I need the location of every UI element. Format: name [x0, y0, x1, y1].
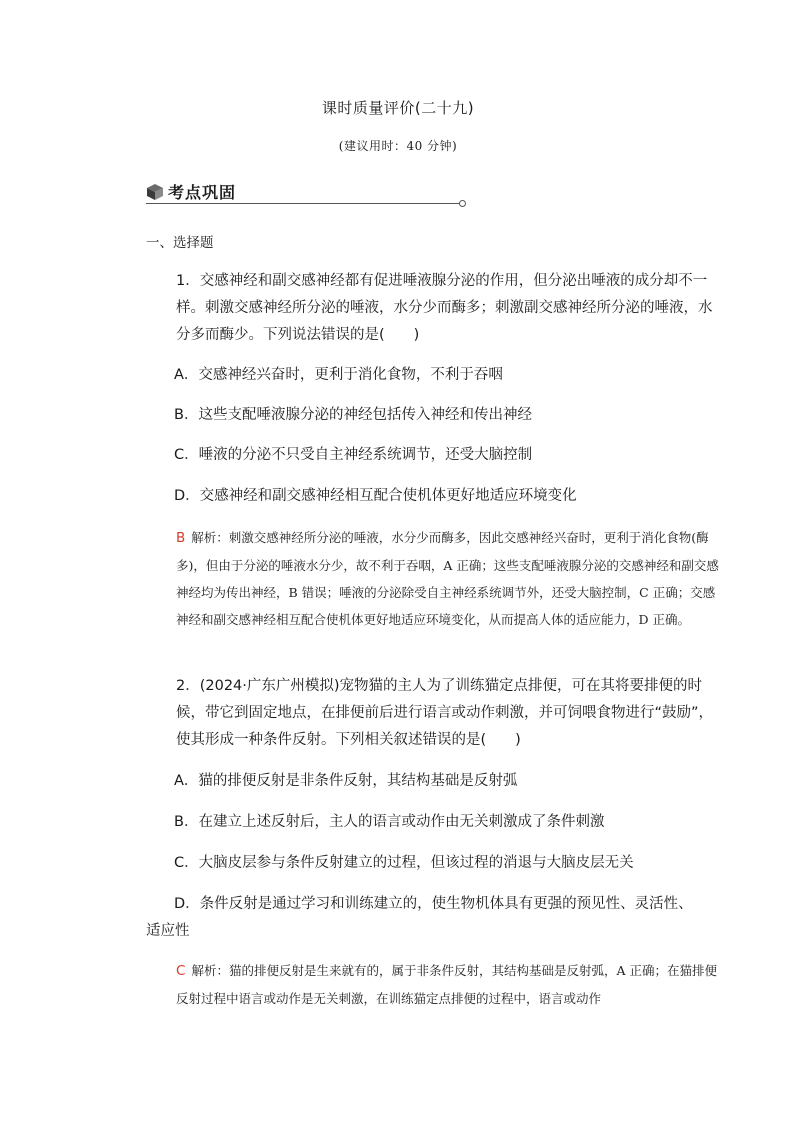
- question-stem: 1．交感神经和副交感神经都有促进唾液腺分泌的作用，但分泌出唾液的成分却不一样。刺激交感神经所分泌的唾液，水分少而酶多；刺激副交感神经所分泌的唾液，水分多而酶少。下列说法错误的是( ): [176, 273, 713, 343]
- option-b: B．在建立上述反射后，主人的语言或动作由无关刺激成了条件刺激: [174, 814, 605, 830]
- section-divider: [146, 203, 460, 204]
- answer-key: C: [176, 963, 186, 979]
- question-type-heading: 一、选择题: [146, 235, 214, 251]
- option-a: A．猫的排便反射是非条件反射，其结构基础是反射弧: [174, 773, 518, 789]
- answer-explanation: [146, 524, 724, 633]
- explanation-text: 解析：刺激交感神经所分泌的唾液，水分少而酶多，因此交感神经兴奋时，更利于消化食物(酶多)，但由于分泌的唾液水分少，故不利于吞咽，A 正确；这些支配唾液腺分泌的交感神经和副交感神经均为传出神经，B 错误；唾液的分泌除受自主神经系统调节外，还受大脑控制，C 正确；交感神经和副交感神经相互配合使机体更好地适应环境变化，从而提高人体的适应能力，D 正确。: [176, 530, 719, 627]
- answer-explanation: [146, 957, 724, 1012]
- suggested-time: (建议用时：40 分钟): [338, 139, 458, 153]
- option-c: C．唾液的分泌不只受自主神经系统调节，还受大脑控制: [174, 447, 533, 463]
- option-b: B．这些支配唾液腺分泌的神经包括传入神经和传出神经: [174, 407, 532, 423]
- section-label: 考点巩固: [168, 183, 237, 202]
- option-d-text: D．条件反射是通过学习和训练建立的，使生物机体具有更强的预见性、灵活性、适应性: [146, 896, 693, 939]
- cube-icon: [146, 183, 164, 201]
- option-c: C．大脑皮层参与条件反射建立的过程，但该过程的消退与大脑皮层无关: [174, 855, 634, 871]
- section-heading: [146, 180, 466, 206]
- answer-key: B: [176, 530, 186, 546]
- question-stem: 2．(2024·广东广州模拟)宠物猫的主人为了训练猫定点排便，可在其将要排便的时候，带它到固定地点，在排便前后进行语言或动作刺激，并可饲喂食物进行“鼓励”，使其形成一种条件反射。下列相关叙述错误的是( ): [176, 678, 714, 748]
- option-a: A．交感神经兴奋时，更利于消化食物，不利于吞咽: [174, 367, 503, 383]
- option-d: D．交感神经和副交感神经相互配合使机体更好地适应环境变化: [174, 488, 577, 504]
- page-title: 课时质量评价(二十九): [321, 99, 475, 117]
- option-d: [146, 891, 694, 945]
- explanation-text: 解析：猫的排便反射是生来就有的，属于非条件反射，其结构基础是反射弧，A 正确；在猫排便反射过程中语言或动作是无关刺激，在训练猫定点排便的过程中，语言或动作: [176, 963, 717, 1006]
- divider-endpoint: [459, 200, 466, 207]
